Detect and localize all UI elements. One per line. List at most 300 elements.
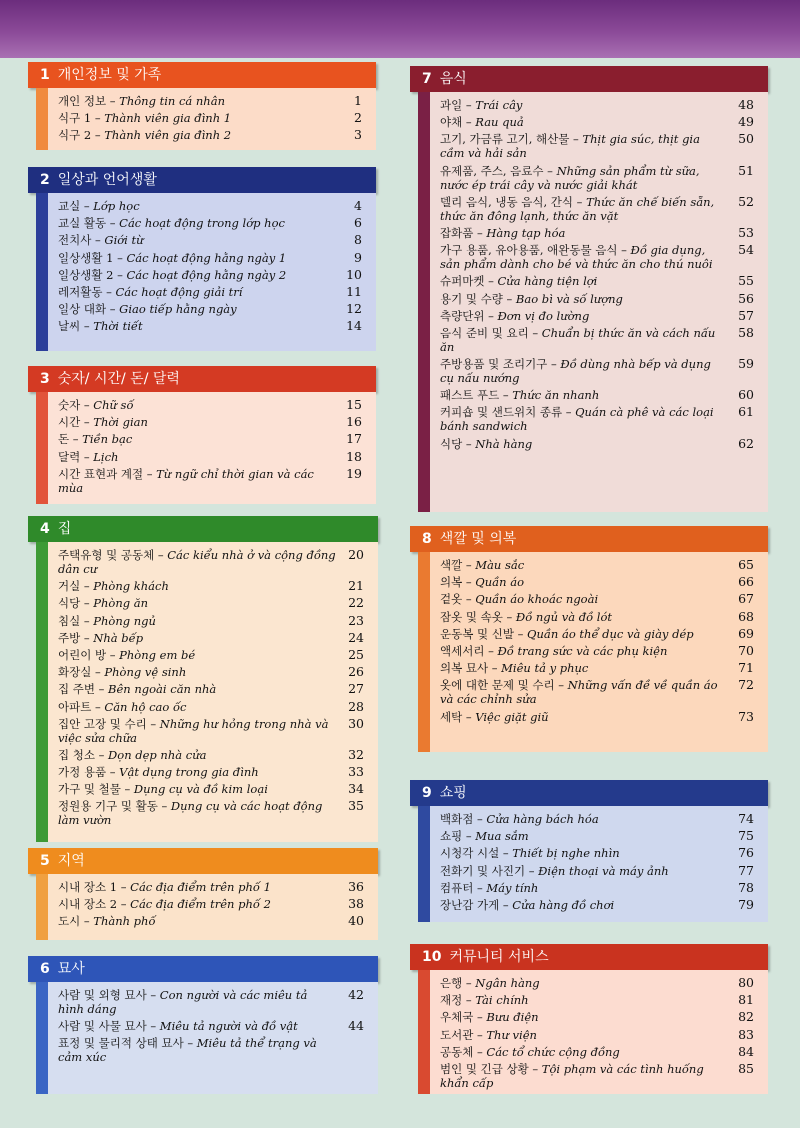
entry-vietnamese-title: Các địa điểm trên phố 1: [130, 880, 271, 894]
entry-page-number: 83: [738, 1026, 754, 1042]
section-number: 9: [422, 785, 432, 801]
entry-page-number: 68: [738, 608, 754, 624]
entry-vietnamese-title: Tài chính: [475, 993, 529, 1008]
entry-korean-title: 가구 용품, 유아용품, 애완동물 음식: [440, 243, 618, 258]
entry-vietnamese-title: Thành viên gia đình 1: [104, 111, 232, 126]
toc-entry[interactable]: [440, 292, 760, 306]
toc-entry[interactable]: [58, 199, 368, 213]
section-body: [418, 970, 768, 1094]
entry-separator: –: [120, 782, 134, 797]
entry-separator: –: [499, 388, 513, 403]
entry-separator: –: [80, 415, 94, 430]
entry-separator: –: [80, 630, 94, 645]
entry-separator: –: [80, 596, 94, 611]
toc-entry[interactable]: [58, 111, 368, 125]
toc-entry[interactable]: [440, 405, 760, 433]
toc-entry[interactable]: [58, 579, 370, 593]
toc-entry[interactable]: [58, 216, 368, 230]
toc-entry[interactable]: [440, 661, 760, 675]
section-header[interactable]: [28, 516, 378, 542]
entry-page-number: 15: [346, 397, 362, 412]
section-number: 5: [40, 853, 50, 869]
section-number: 2: [40, 172, 50, 188]
entry-page-number: 50: [738, 131, 754, 147]
toc-entry[interactable]: [58, 1036, 370, 1064]
entry-vietnamese-title: Giao tiếp hằng ngày: [119, 302, 237, 317]
entry-korean-title: 고기, 가금류 고기, 해산물: [440, 132, 570, 147]
entry-vietnamese-title: Những vấn đề về quần áo và các chỉnh sửa: [440, 678, 718, 707]
toc-entry[interactable]: [58, 251, 368, 265]
entry-vietnamese-title: Phòng khách: [93, 579, 169, 594]
toc-entry[interactable]: [58, 285, 368, 299]
entry-korean-title: 주방: [58, 630, 81, 645]
entry-vietnamese-title: Đồ dùng nhà bếp và dụng cụ nấu nướng: [440, 357, 711, 386]
entry-page-number: 27: [348, 681, 364, 697]
entry-vietnamese-title: Miêu tả y phục: [501, 661, 589, 676]
entry-vietnamese-title: Các hoạt động trong lớp học: [119, 216, 285, 231]
entry-separator: –: [80, 319, 94, 334]
entry-separator: –: [554, 678, 568, 693]
entry-separator: –: [80, 398, 94, 412]
toc-entry[interactable]: [440, 388, 760, 402]
entry-korean-title: 운동복 및 신발: [440, 626, 514, 641]
toc-entry[interactable]: [58, 94, 368, 108]
toc-entry[interactable]: [58, 233, 368, 247]
entry-page-number: 21: [348, 578, 364, 594]
toc-entry[interactable]: [440, 644, 760, 658]
section-header[interactable]: [28, 848, 378, 874]
section-header[interactable]: [28, 956, 378, 982]
entry-separator: –: [106, 216, 120, 231]
entry-korean-title: 교실 활동: [58, 216, 107, 231]
entry-page-number: 72: [738, 677, 754, 693]
entry-page-number: 58: [738, 324, 754, 340]
entry-page-number: 55: [738, 273, 754, 289]
entry-page-number: 38: [348, 896, 364, 912]
entry-page-number: 48: [738, 97, 754, 112]
entry-korean-title: 식구 2: [58, 128, 92, 143]
section-number: 8: [422, 531, 432, 547]
toc-entry[interactable]: [440, 710, 760, 724]
entry-separator: –: [143, 466, 157, 481]
entry-vietnamese-title: Căn hộ cao ốc: [104, 699, 187, 714]
entry-korean-title: 집안 고장 및 수리: [58, 716, 147, 731]
entry-page-number: 76: [738, 845, 754, 861]
section-8: [410, 526, 768, 752]
section-header[interactable]: [28, 167, 376, 193]
toc-entry[interactable]: [440, 243, 760, 271]
section-5: [28, 848, 378, 940]
entry-vietnamese-title: Thành phố: [93, 914, 156, 929]
entry-korean-title: 색깔: [440, 558, 463, 572]
entry-korean-title: 도서관: [440, 1027, 474, 1042]
entry-vietnamese-title: Các kiểu nhà ở và cộng đồng dân cư: [58, 548, 336, 576]
toc-entry[interactable]: [440, 98, 760, 112]
entry-korean-title: 화장실: [58, 665, 92, 680]
section-title: 일상과 언어생활: [57, 172, 157, 188]
entry-vietnamese-title: Chữ số: [93, 398, 134, 412]
entry-vietnamese-title: Các hoạt động giải trí: [115, 284, 243, 299]
toc-entry[interactable]: [440, 1010, 760, 1024]
entry-separator: –: [106, 647, 120, 662]
toc-entry[interactable]: [58, 302, 368, 316]
entry-separator: –: [543, 163, 557, 178]
entry-separator: –: [183, 1036, 197, 1051]
entry-vietnamese-title: Miêu tả người và đồ vật: [159, 1019, 298, 1034]
entry-separator: –: [499, 897, 513, 912]
entry-korean-title: 패스트 푸드: [440, 388, 500, 403]
entry-page-number: 79: [738, 896, 754, 912]
entry-separator: –: [106, 765, 120, 780]
entry-korean-title: 커피숍 및 샌드위치 종류: [440, 405, 563, 420]
toc-entry[interactable]: [440, 993, 760, 1007]
toc-entry[interactable]: [440, 357, 760, 385]
toc-entry[interactable]: [440, 326, 760, 354]
toc-entry[interactable]: [58, 665, 370, 679]
entry-korean-title: 표정 및 물리적 상태 묘사: [58, 1036, 184, 1051]
entry-korean-title: 달력: [58, 449, 81, 464]
entry-separator: –: [617, 243, 631, 258]
toc-entry[interactable]: [58, 596, 370, 610]
toc-entry[interactable]: [58, 268, 368, 282]
section-9: [410, 780, 768, 922]
section-body: [418, 552, 768, 752]
entry-page-number: 62: [738, 435, 754, 451]
entry-korean-title: 쇼핑: [440, 829, 463, 844]
toc-entry[interactable]: [58, 648, 370, 662]
entry-separator: –: [473, 225, 487, 240]
entry-korean-title: 아파트: [58, 699, 92, 714]
entry-separator: –: [91, 128, 105, 143]
entry-vietnamese-title: Thông tin cá nhân: [119, 94, 225, 108]
toc-entry[interactable]: [440, 195, 760, 223]
entry-page-number: 60: [738, 387, 754, 403]
entry-korean-title: 음식 준비 및 요리: [440, 325, 529, 340]
entry-page-number: 61: [738, 404, 754, 420]
entry-korean-title: 집 청소: [58, 747, 95, 762]
entry-vietnamese-title: Dụng cụ và đồ kim loại: [133, 782, 268, 797]
entry-korean-title: 숫자: [58, 398, 81, 412]
toc-entry[interactable]: [58, 432, 368, 446]
toc-entry[interactable]: [440, 627, 760, 641]
entry-vietnamese-title: Việc giặt giũ: [475, 709, 549, 724]
entry-separator: –: [113, 267, 127, 282]
toc-entry[interactable]: [440, 898, 760, 912]
section-2: [28, 167, 376, 351]
entry-separator: –: [146, 1019, 160, 1034]
toc-entry[interactable]: [440, 309, 760, 323]
entry-vietnamese-title: Đơn vị đo lường: [497, 308, 590, 323]
entry-separator: –: [528, 325, 542, 340]
entry-separator: –: [80, 449, 94, 464]
entry-vietnamese-title: Màu sắc: [475, 558, 525, 572]
entry-page-number: 8: [354, 232, 362, 248]
entry-korean-title: 용기 및 수량: [440, 291, 503, 306]
toc-entry[interactable]: [440, 226, 760, 240]
entry-korean-title: 측량단위: [440, 308, 485, 323]
entry-vietnamese-title: Hàng tạp hóa: [486, 225, 566, 240]
entry-separator: –: [473, 1044, 487, 1059]
toc-entry[interactable]: [58, 548, 370, 576]
toc-entry[interactable]: [58, 748, 370, 762]
entry-korean-title: 의복 묘사: [440, 661, 489, 676]
toc-entry[interactable]: [440, 1028, 760, 1042]
entry-korean-title: 재정: [440, 993, 463, 1008]
entry-korean-title: 정원용 기구 및 활동: [58, 799, 158, 814]
entry-page-number: 57: [738, 307, 754, 323]
entry-separator: –: [80, 613, 94, 628]
entry-page-number: 14: [346, 318, 362, 334]
toc-entry[interactable]: [58, 765, 370, 779]
entry-separator: –: [94, 747, 109, 762]
entry-korean-title: 옷에 대한 문제 및 수리: [440, 678, 555, 693]
entry-vietnamese-title: Con người và các miêu tả hình dáng: [58, 988, 308, 1016]
entry-page-number: 4: [354, 198, 362, 213]
entry-korean-title: 우체국: [440, 1010, 474, 1025]
entry-korean-title: 유제품, 주스, 음료수: [440, 163, 544, 178]
entry-page-number: 81: [738, 992, 754, 1008]
entry-page-number: 9: [354, 249, 362, 265]
toc-entry[interactable]: [58, 467, 368, 495]
entry-page-number: 16: [346, 414, 362, 430]
entry-page-number: 12: [346, 301, 362, 317]
entry-page-number: 23: [348, 612, 364, 628]
entry-separator: –: [513, 626, 528, 641]
entry-separator: –: [562, 405, 576, 420]
entry-vietnamese-title: Quần áo khoác ngoài: [475, 592, 599, 607]
entry-vietnamese-title: Nhà hàng: [475, 436, 533, 451]
toc-entry[interactable]: [58, 880, 370, 894]
section-title: 집: [57, 521, 72, 537]
entry-page-number: 42: [348, 987, 364, 1002]
toc-entry[interactable]: [440, 575, 760, 589]
entry-separator: –: [154, 548, 168, 562]
section-body: [36, 392, 376, 504]
toc-entry[interactable]: [58, 717, 370, 745]
entry-korean-title: 시간: [58, 415, 81, 430]
entry-page-number: 53: [738, 224, 754, 240]
entry-page-number: 10: [346, 266, 362, 282]
entry-separator: –: [488, 661, 502, 676]
toc-entry[interactable]: [440, 274, 760, 288]
entry-korean-title: 시간 표현과 계절: [58, 466, 144, 481]
toc-entry[interactable]: [440, 846, 760, 860]
section-title: 쇼핑: [439, 785, 467, 801]
toc-entry[interactable]: [440, 558, 760, 572]
entry-page-number: 85: [738, 1060, 754, 1076]
entry-separator: –: [528, 1061, 542, 1076]
entry-vietnamese-title: Các hoạt động hằng ngày 2: [126, 267, 287, 282]
toc-entry[interactable]: [440, 1045, 760, 1059]
entry-separator: –: [473, 812, 487, 826]
entry-separator: –: [473, 1027, 487, 1042]
entry-vietnamese-title: Mua sắm: [475, 829, 529, 844]
section-number: 6: [40, 961, 50, 977]
entry-vietnamese-title: Phòng ăn: [93, 596, 149, 611]
entry-page-number: 71: [738, 660, 754, 676]
entry-vietnamese-title: Bên ngoài căn nhà: [108, 682, 217, 697]
entry-page-number: 33: [348, 764, 364, 780]
toc-entry[interactable]: [58, 1019, 370, 1033]
entry-vietnamese-title: Lớp học: [93, 199, 140, 213]
entry-page-number: 22: [348, 595, 364, 611]
entry-separator: –: [462, 558, 476, 572]
entry-separator: –: [462, 98, 476, 112]
entry-korean-title: 시내 장소 2: [58, 897, 118, 912]
entry-separator: –: [106, 302, 120, 317]
toc-entry[interactable]: [58, 782, 370, 796]
entry-separator: –: [91, 699, 105, 714]
entry-page-number: 82: [738, 1009, 754, 1025]
entry-vietnamese-title: Quán cà phê và các loại bánh sandwich: [440, 405, 714, 434]
section-title: 숫자/ 시간/ 돈/ 달력: [57, 371, 180, 387]
entry-vietnamese-title: Thức ăn nhanh: [512, 388, 600, 403]
entry-korean-title: 시내 장소 1: [58, 880, 118, 894]
entry-page-number: 59: [738, 356, 754, 372]
section-title: 지역: [57, 853, 85, 869]
entry-vietnamese-title: Giới từ: [104, 233, 144, 248]
entry-vietnamese-title: Quần áo thể dục và giày dép: [527, 626, 694, 641]
entry-vietnamese-title: Cửa hàng đồ chơi: [512, 897, 615, 912]
entry-korean-title: 시청각 시설: [440, 846, 500, 861]
entry-korean-title: 식구 1: [58, 111, 92, 126]
entry-korean-title: 교실: [58, 199, 81, 213]
entry-separator: –: [502, 609, 516, 624]
toc-entry[interactable]: [58, 700, 370, 714]
entry-korean-title: 잡화품: [440, 225, 474, 240]
toc-entry[interactable]: [58, 319, 368, 333]
entry-separator: –: [462, 829, 476, 844]
entry-page-number: 11: [346, 283, 362, 299]
entry-page-number: 67: [738, 591, 754, 607]
toc-entry[interactable]: [58, 128, 368, 142]
entry-vietnamese-title: Những sản phẩm từ sữa, nước ép trái cây và nước giải khát: [440, 163, 700, 192]
section-3: [28, 366, 376, 504]
entry-page-number: 6: [354, 215, 362, 231]
toc-entry[interactable]: [58, 897, 370, 911]
entry-page-number: 70: [738, 642, 754, 658]
entry-page-number: 52: [738, 193, 754, 209]
section-title: 색깔 및 의복: [439, 531, 517, 547]
entry-korean-title: 주택유형 및 공동체: [58, 548, 155, 562]
entry-vietnamese-title: Dụng cụ và các hoạt động làm vườn: [58, 799, 323, 828]
entry-page-number: 36: [348, 879, 364, 894]
section-header[interactable]: [410, 944, 768, 970]
toc-entry[interactable]: [440, 812, 760, 826]
entry-separator: –: [157, 799, 171, 814]
entry-vietnamese-title: Nhà bếp: [93, 630, 144, 645]
entry-separator: –: [69, 432, 83, 447]
toc-entry[interactable]: [58, 450, 368, 464]
entry-separator: –: [102, 284, 116, 299]
entry-separator: –: [499, 846, 513, 861]
entry-separator: –: [91, 111, 105, 126]
toc-entry[interactable]: [440, 132, 760, 160]
entry-vietnamese-title: Các địa điểm trên phố 2: [130, 897, 271, 912]
entry-vietnamese-title: Tiền bạc: [82, 432, 133, 447]
section-number: 3: [40, 371, 50, 387]
entry-vietnamese-title: Thư viện: [486, 1027, 537, 1042]
entry-page-number: 77: [738, 862, 754, 878]
entry-korean-title: 일상생활 2: [58, 267, 114, 282]
section-body: [36, 874, 378, 940]
entry-korean-title: 잠옷 및 속옷: [440, 609, 503, 624]
section-body: [418, 806, 768, 922]
entry-vietnamese-title: Thịt gia súc, thịt gia cầm và hải sản: [440, 132, 700, 161]
entry-korean-title: 공동체: [440, 1044, 474, 1059]
entry-separator: –: [473, 880, 487, 895]
entry-separator: –: [106, 94, 120, 108]
section-header[interactable]: [28, 366, 376, 392]
toc-entry[interactable]: [58, 631, 370, 645]
entry-korean-title: 레저활동: [58, 284, 103, 299]
toc-entry[interactable]: [440, 164, 760, 192]
toc-entry[interactable]: [58, 415, 368, 429]
entry-vietnamese-title: Phòng ngủ: [93, 613, 156, 628]
toc-entry[interactable]: [440, 881, 760, 895]
entry-separator: –: [462, 976, 476, 990]
toc-entry[interactable]: [440, 592, 760, 606]
entry-korean-title: 세탁: [440, 709, 463, 724]
toc-entry[interactable]: [58, 799, 370, 827]
toc-entry[interactable]: [58, 682, 370, 696]
entry-separator: –: [484, 643, 498, 658]
entry-separator: –: [462, 575, 476, 590]
entry-page-number: 84: [738, 1043, 754, 1059]
section-header[interactable]: [410, 526, 768, 552]
toc-entry[interactable]: [440, 976, 760, 990]
entry-vietnamese-title: Bao bì và số lượng: [515, 291, 623, 306]
entry-separator: –: [80, 199, 94, 213]
toc-entry[interactable]: [58, 398, 368, 412]
section-header[interactable]: [28, 62, 376, 88]
toc-entry[interactable]: [58, 988, 370, 1016]
toc-entry[interactable]: [58, 614, 370, 628]
section-body: [36, 193, 376, 351]
toc-entry[interactable]: [440, 864, 760, 878]
section-number: 1: [40, 67, 50, 83]
toc-entry[interactable]: [440, 115, 760, 129]
section-header[interactable]: [410, 66, 768, 92]
toc-entry[interactable]: [440, 829, 760, 843]
section-title: 묘사: [57, 961, 85, 977]
entry-page-number: 75: [738, 828, 754, 844]
toc-entry[interactable]: [440, 1062, 760, 1090]
section-header[interactable]: [410, 780, 768, 806]
entry-page-number: 28: [348, 698, 364, 714]
section-body: [36, 982, 378, 1094]
entry-vietnamese-title: Phòng vệ sinh: [104, 665, 187, 680]
section-body: [36, 542, 378, 842]
entry-korean-title: 가정 용품: [58, 765, 107, 780]
toc-entry[interactable]: [440, 437, 760, 451]
entry-page-number: 35: [348, 798, 364, 814]
toc-entry[interactable]: [58, 914, 370, 928]
entry-korean-title: 은행: [440, 976, 463, 990]
entry-korean-title: 야채: [440, 115, 463, 130]
toc-entry[interactable]: [440, 610, 760, 624]
top-decorative-band: [0, 0, 800, 58]
entry-page-number: 20: [348, 547, 364, 562]
entry-page-number: 17: [346, 431, 362, 447]
entry-separator: –: [573, 194, 587, 209]
toc-entry[interactable]: [440, 678, 760, 706]
entry-vietnamese-title: Lịch: [93, 449, 119, 464]
entry-separator: –: [462, 115, 476, 130]
entry-vietnamese-title: Cửa hàng bách hóa: [486, 812, 599, 826]
entry-page-number: 80: [738, 975, 754, 990]
entry-separator: –: [462, 592, 476, 607]
